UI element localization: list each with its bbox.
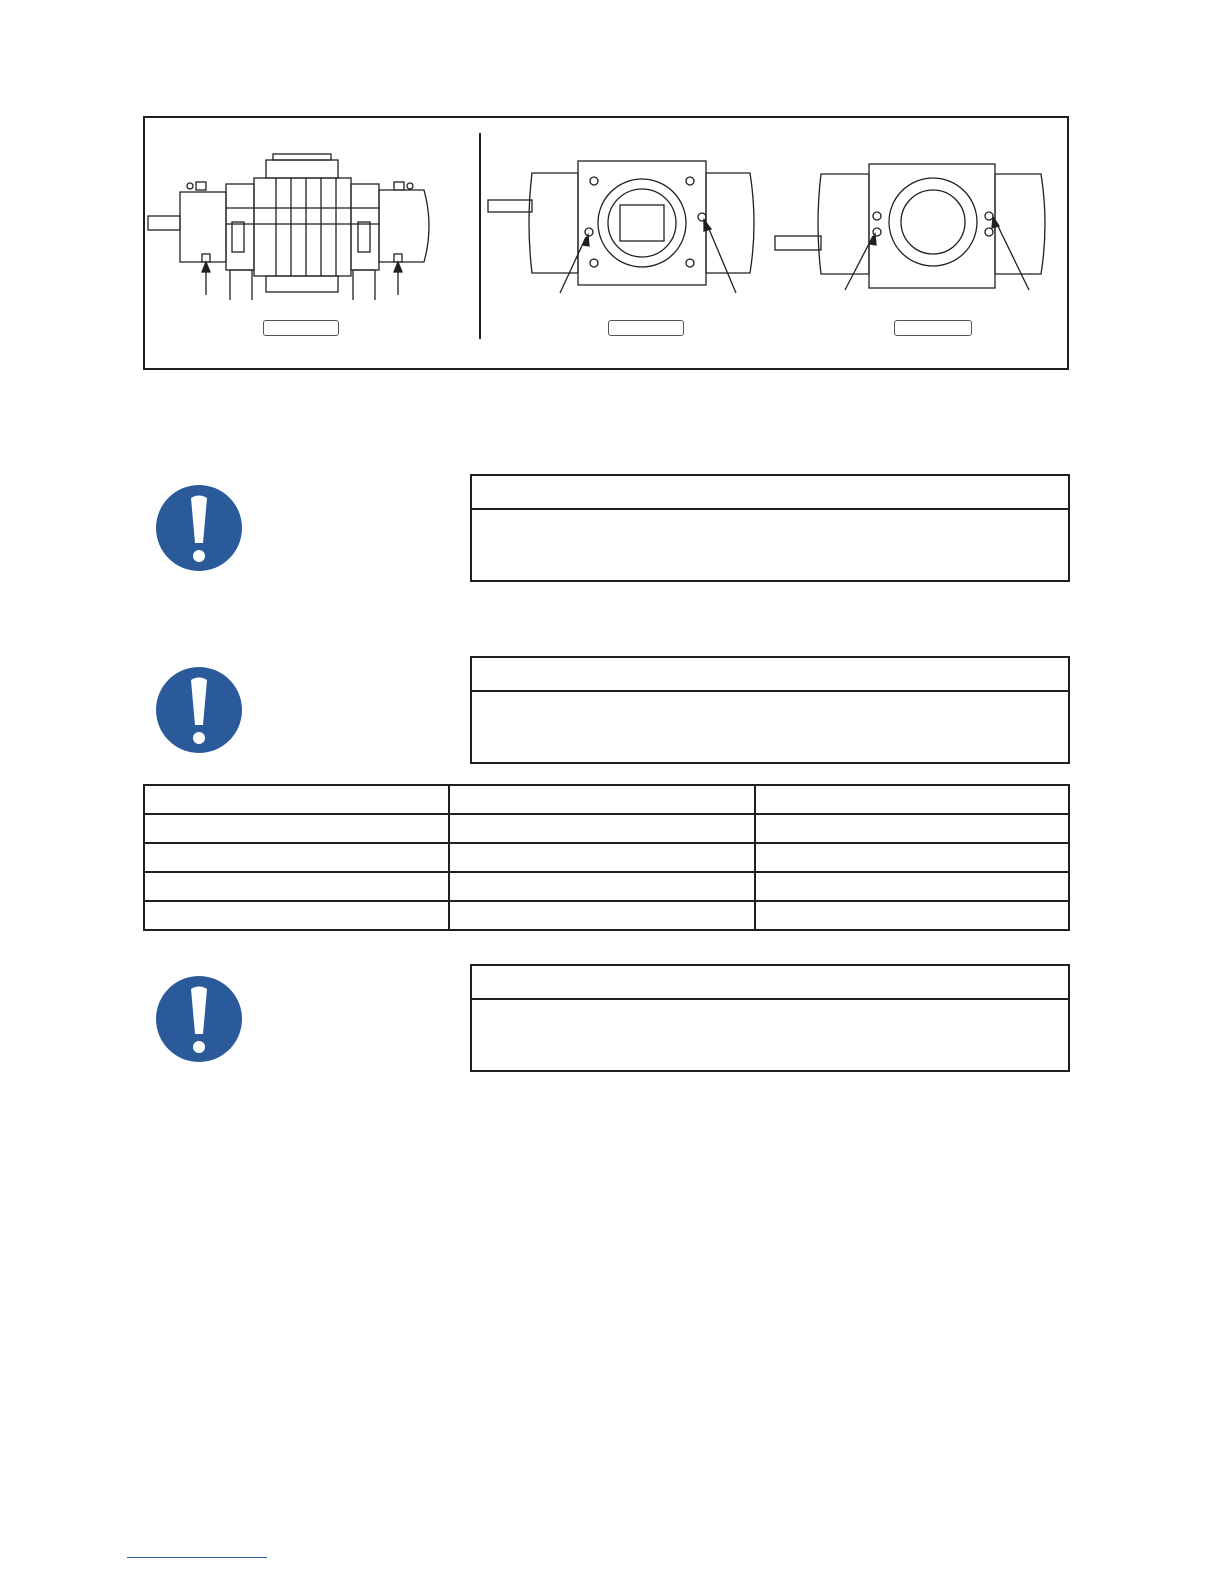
table-cell [449,872,754,901]
mandatory-action-icon [155,484,243,572]
notice-body [472,1000,1068,1016]
table-cell [449,843,754,872]
notice-body [472,510,1068,526]
table-cell [755,785,1070,814]
side-view-caption [263,320,339,336]
table-cell [449,785,754,814]
table-cell [755,872,1070,901]
table-cell [144,872,449,901]
figure-divider [479,133,481,339]
end-view-b-drawing [773,160,1053,295]
end-view-a-caption [608,320,684,336]
table-row [144,901,1069,930]
table-cell [449,814,754,843]
notice-box-3 [470,964,1070,1072]
table-row [144,843,1069,872]
notice-box-1 [470,474,1070,582]
notice-box-2 [470,656,1070,764]
table-cell [144,901,449,930]
table-row [144,872,1069,901]
table-row [144,814,1069,843]
table-cell [449,901,754,930]
notice-body [472,692,1068,708]
table-cell [144,814,449,843]
table-row [144,785,1069,814]
table-cell [755,901,1070,930]
spec-table [143,784,1070,931]
footer-rule [127,1557,267,1558]
table-cell [144,785,449,814]
notice-heading [472,966,1068,1000]
table-cell [755,814,1070,843]
notice-heading [472,476,1068,510]
table-cell [144,843,449,872]
table-cell [755,843,1070,872]
mandatory-action-icon [155,975,243,1063]
end-view-a-drawing [486,155,761,295]
end-view-b-caption [894,320,972,336]
mandatory-action-icon [155,666,243,754]
notice-heading [472,658,1068,692]
side-view-drawing [146,150,476,300]
